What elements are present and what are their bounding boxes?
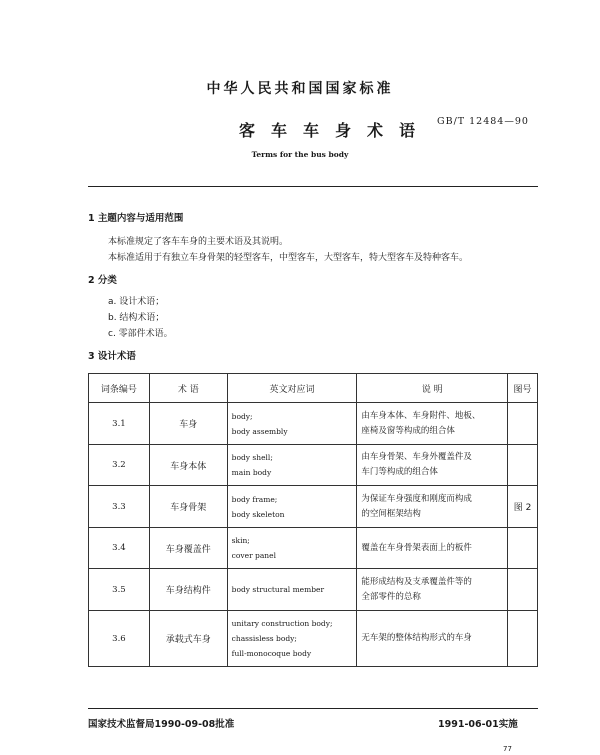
description: 无车架的整体结构形式的车身 <box>357 611 508 667</box>
entry-number: 3.4 <box>89 528 150 569</box>
classification-item: a. 设计术语； <box>108 297 165 307</box>
english-term: body shell; main body <box>227 445 357 486</box>
figure-ref: 图 2 <box>508 486 538 528</box>
classification-item: b. 结构术语； <box>108 313 165 323</box>
document-title-en: Terms for the bus body <box>251 150 349 159</box>
entry-number: 3.5 <box>89 569 150 611</box>
table-row <box>89 486 538 528</box>
footer-rule <box>88 708 538 709</box>
section-1-paragraph-1: 本标准规定了客车车身的主要术语及其说明。 <box>108 237 289 247</box>
description: 由车身本体、车身附件、地板、 座椅及窗等构成的组合体 <box>357 403 508 445</box>
description: 覆盖在车身骨架表面上的板件 <box>357 528 508 569</box>
header-description: 说 明 <box>357 374 508 403</box>
approval-note: 国家技术监督局1990-09-08批准 <box>88 719 235 730</box>
table-row <box>89 611 538 667</box>
english-term: unitary construction body; chassisless body; full-monocoque body <box>227 611 357 667</box>
table-row <box>89 445 538 486</box>
figure-ref <box>508 611 538 667</box>
implementation-date: 1991-06-01实施 <box>438 719 518 730</box>
english-term: body; body assembly <box>227 403 357 445</box>
page-number: 77 <box>503 745 512 753</box>
document-title-cn: 客车车身术语 <box>238 121 431 140</box>
term: 车身骨架 <box>149 486 227 528</box>
description: 由车身骨架、车身外覆盖件及 车门等构成的组合体 <box>357 445 508 486</box>
figure-ref <box>508 569 538 611</box>
standard-number: GB/T 12484—90 <box>437 116 529 127</box>
section-2-heading: 2 分类 <box>88 275 117 286</box>
english-term: body frame; body skeleton <box>227 486 357 528</box>
section-3-heading: 3 设计术语 <box>88 351 136 362</box>
term: 车身结构件 <box>149 569 227 611</box>
header-entry-number: 词条编号 <box>89 374 150 403</box>
table-header-row <box>89 374 538 403</box>
term: 车身本体 <box>149 445 227 486</box>
term: 车身覆盖件 <box>149 528 227 569</box>
table-row <box>89 569 538 611</box>
english-term: body structural member <box>227 569 357 611</box>
table-row <box>89 403 538 445</box>
english-term: skin; cover panel <box>227 528 357 569</box>
entry-number: 3.3 <box>89 486 150 528</box>
terms-table <box>88 373 538 667</box>
description: 能形成结构及支承覆盖件等的 全部零件的总称 <box>357 569 508 611</box>
description: 为保证车身强度和刚度而构成 的空间框架结构 <box>357 486 508 528</box>
section-1-heading: 1 主题内容与适用范围 <box>88 213 184 224</box>
table-row <box>89 528 538 569</box>
term: 承载式车身 <box>149 611 227 667</box>
header-rule <box>88 186 538 187</box>
entry-number: 3.1 <box>89 403 150 445</box>
national-standard-heading: 中华人民共和国国家标准 <box>206 81 394 97</box>
figure-ref <box>508 403 538 445</box>
entry-number: 3.6 <box>89 611 150 667</box>
classification-item: c. 零部件术语。 <box>108 329 173 339</box>
header-term: 术 语 <box>149 374 227 403</box>
term: 车身 <box>149 403 227 445</box>
figure-ref <box>508 528 538 569</box>
header-figure: 图号 <box>508 374 538 403</box>
section-1-paragraph-2: 本标准适用于有独立车身骨架的轻型客车，中型客车，大型客车，特大型客车及特种客车。 <box>108 253 469 263</box>
figure-ref <box>508 445 538 486</box>
entry-number: 3.2 <box>89 445 150 486</box>
header-english: 英文对应词 <box>227 374 357 403</box>
